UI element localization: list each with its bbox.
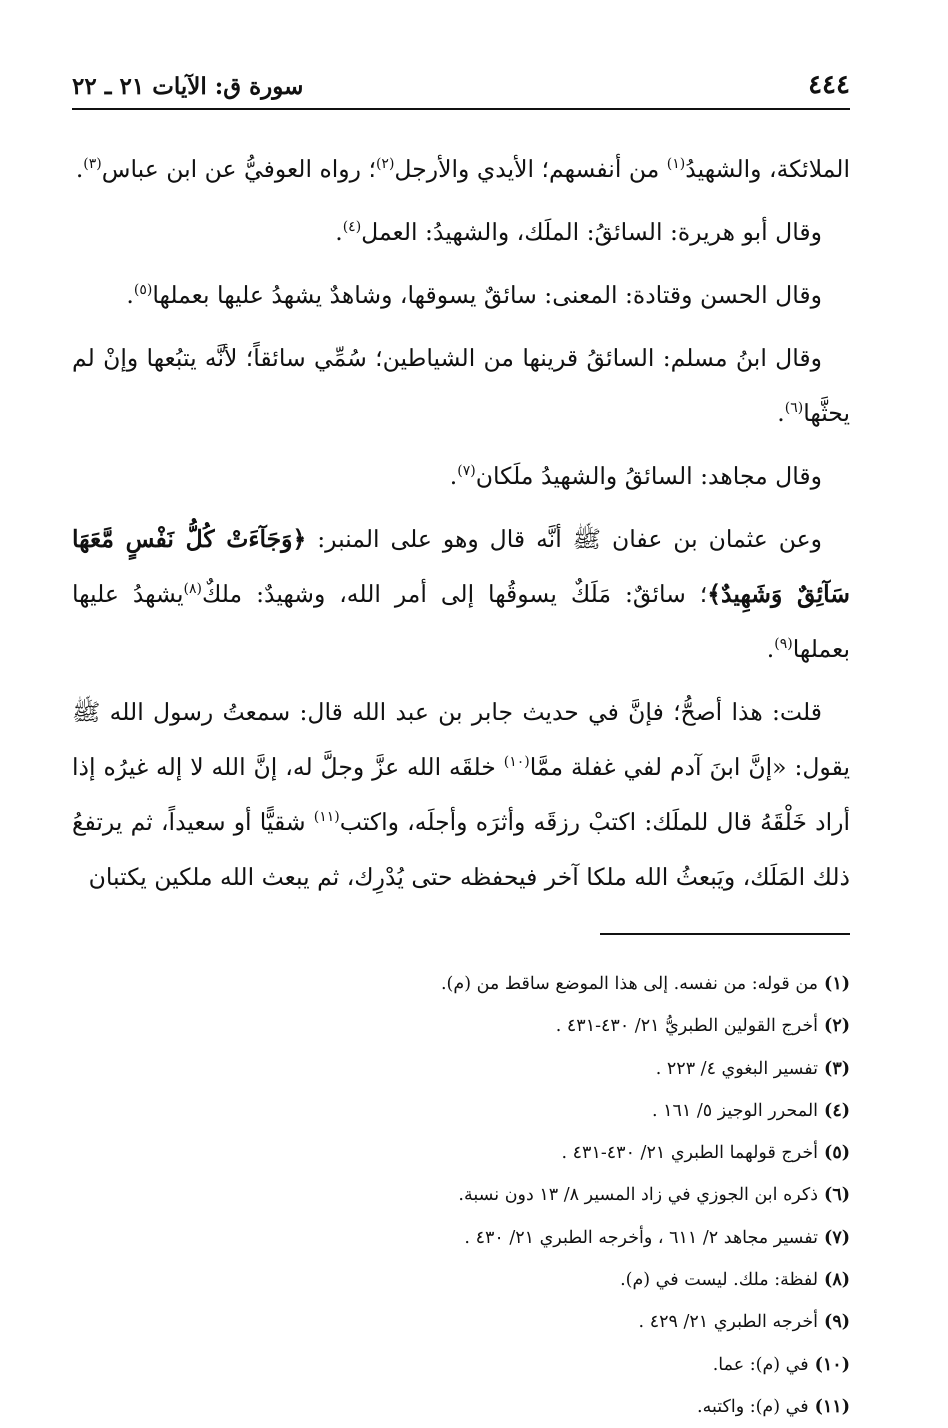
paragraph bbox=[72, 449, 850, 504]
footnote bbox=[72, 1301, 850, 1343]
footnote-text: المحرر الوجيز ٥/ ١٦١ . bbox=[651, 1100, 819, 1121]
footnote-ref: (١٠) bbox=[503, 754, 530, 771]
footnote-text: في (م): عما. bbox=[712, 1354, 809, 1375]
footnote-number: (٩) bbox=[824, 1312, 850, 1333]
footnote-number: (١١) bbox=[814, 1396, 850, 1417]
footnote-ref: (١) bbox=[666, 156, 686, 173]
paragraph bbox=[72, 512, 850, 677]
footnote bbox=[72, 1174, 850, 1216]
text-run: شقيًّا أو سعيداً، ثم يرتفعُ ذلك المَلَك، ويَبعثُ الله ملكا آخر فيحفظه حتى يُدْرِك، ثم يبعث الله ملكين يكتبان bbox=[72, 808, 850, 891]
footnote bbox=[72, 1344, 850, 1386]
text-run: . bbox=[126, 281, 134, 309]
footnote bbox=[72, 1386, 850, 1428]
text-run: يشهدُ عليها بعملها bbox=[72, 580, 850, 663]
footnote-separator bbox=[600, 933, 850, 935]
text-run: الملائكة، والشهيدُ bbox=[685, 155, 850, 183]
text-run: . bbox=[777, 399, 785, 427]
footnote-text: ذكره ابن الجوزي في زاد المسير ٨/ ١٣ دون نسبة. bbox=[458, 1185, 819, 1206]
footnote-text: في (م): واكتبه. bbox=[697, 1396, 809, 1417]
footnote-ref: (٥) bbox=[133, 282, 153, 299]
footnote-text: لفظة: ملك. ليست في (م). bbox=[620, 1270, 819, 1291]
footnote-ref: (٣) bbox=[83, 156, 102, 173]
footnote-ref: (٢) bbox=[375, 156, 395, 173]
footnote bbox=[72, 1132, 850, 1174]
paragraph bbox=[72, 331, 850, 441]
footnote bbox=[72, 1217, 850, 1259]
paragraph bbox=[72, 268, 850, 323]
surah-title: سورة ق: الآيات ٢١ ـ ٢٢ bbox=[72, 73, 304, 100]
text-run: ؛ رواه العوفيُّ عن ابن عباس bbox=[101, 155, 376, 183]
paragraph bbox=[72, 205, 850, 260]
footnote bbox=[72, 1048, 850, 1090]
footnote-ref: (٩) bbox=[774, 636, 793, 653]
footnote-text: أخرجه الطبري ٢١/ ٤٢٩ . bbox=[638, 1312, 819, 1333]
quran-verse: ﴿وَجَآءَتْ كُلُّ نَفْسٍ مَّعَهَا سَآئِقٌ وَشَهِيدٌ﴾ bbox=[72, 525, 850, 608]
footnote bbox=[72, 1090, 850, 1132]
text-run: ؛ سائقٌ: مَلَكٌ يسوقُها إلى أمر الله، وشهيدٌ: ملكٌ bbox=[201, 580, 708, 608]
footnote-number: (١) bbox=[824, 974, 850, 994]
running-header bbox=[72, 70, 850, 110]
main-text bbox=[72, 142, 850, 905]
footnote-number: (٥) bbox=[824, 1143, 850, 1164]
footnote bbox=[72, 963, 850, 1005]
footnote-number: (٧) bbox=[824, 1227, 850, 1248]
paragraph bbox=[72, 142, 850, 197]
text-run: . bbox=[449, 462, 458, 490]
footnote-ref: (٨) bbox=[183, 581, 202, 598]
text-run: خلقَه الله عزَّ وجلَّ له، إنَّ الله لا إله غيرُه إذا أراد خَلْقَهُ قال للملَك: اكتبْ رزقَه وأثرَه وأجلَه، واكتب bbox=[72, 753, 850, 836]
text-run: قلت: هذا أصحُّ؛ فإنَّ في حديث جابر بن عبد الله قال: سمعتُ رسول الله ﷺ يقول: «إنَّ ابنَ آدم لفي غفلة ممَّا bbox=[72, 698, 850, 781]
footnote-number: (٢) bbox=[824, 1016, 850, 1037]
footnote-text: تفسير مجاهد ٢/ ٦١١ ، وأخرجه الطبري ٢١/ ٤٣٠ . bbox=[464, 1227, 819, 1248]
footnote bbox=[72, 1005, 850, 1047]
footnotes bbox=[72, 963, 850, 1428]
text-run: وقال أبو هريرة: السائقُ: الملَك، والشهيدُ: العمل bbox=[361, 218, 822, 246]
footnote-text: أخرج القولين الطبريُّ ٢١/ ٤٣٠-٤٣١ . bbox=[555, 1016, 819, 1037]
text-run: وقال مجاهد: السائقُ والشهيدُ ملَكان bbox=[475, 462, 822, 490]
page bbox=[72, 70, 850, 1428]
footnote-number: (٣) bbox=[824, 1058, 850, 1079]
footnote-ref: (٧) bbox=[457, 463, 476, 480]
text-run: . bbox=[335, 218, 343, 246]
footnote-number: (١٠) bbox=[814, 1354, 850, 1375]
text-run: وقال الحسن وقتادة: المعنى: سائقٌ يسوقها، وشاهدٌ يشهدُ عليها بعملها bbox=[152, 281, 822, 309]
text-run: . bbox=[75, 155, 84, 183]
text-run: وعن عثمان بن عفان ﷺ أنَّه قال وهو على المنبر: bbox=[306, 525, 822, 553]
footnote-text: أخرج قولهما الطبري ٢١/ ٤٣٠-٤٣١ . bbox=[561, 1143, 819, 1164]
footnote-text: تفسير البغوي ٤/ ٢٢٣ . bbox=[655, 1058, 819, 1079]
paragraph bbox=[72, 685, 850, 905]
text-run: من أنفسهم؛ الأيدي والأرجل bbox=[394, 155, 667, 183]
page-number: ٤٤٤ bbox=[808, 70, 850, 100]
footnote-number: (٤) bbox=[824, 1100, 850, 1121]
footnote-text: من قوله: من نفسه. إلى هذا الموضع ساقط من (م). bbox=[440, 974, 819, 994]
footnote bbox=[72, 1259, 850, 1301]
footnote-number: (٦) bbox=[824, 1185, 850, 1206]
footnote-number: (٨) bbox=[824, 1270, 850, 1291]
text-run: . bbox=[766, 635, 775, 663]
text-run: وقال ابنُ مسلم: السائقُ قرينها من الشياطين؛ سُمِّي سائقاً؛ لأنَّه يتبُعها وإنْ لم يحثَّها bbox=[72, 344, 850, 427]
footnote-ref: (١١) bbox=[313, 809, 340, 826]
footnote-ref: (٤) bbox=[342, 219, 362, 236]
footnote-ref: (٦) bbox=[784, 400, 804, 417]
